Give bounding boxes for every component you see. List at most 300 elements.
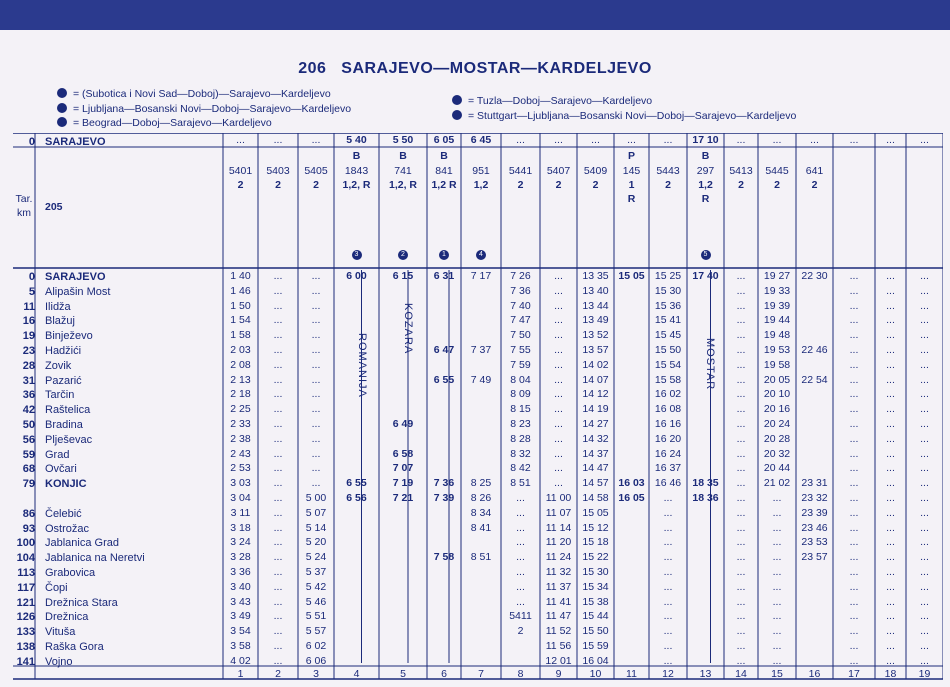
time-cell: ... (886, 521, 895, 534)
time-cell: ... (311, 418, 321, 430)
time-cell: ... (849, 595, 859, 608)
time-cell: 20 05 (763, 373, 791, 386)
time-cell: 7 19 (392, 477, 414, 490)
time-cell: 22 54 (801, 373, 828, 386)
time-cell: ... (920, 462, 929, 475)
top-row-time: ... (810, 134, 819, 146)
train-type-letter: B (399, 150, 407, 162)
time-cell: ... (886, 654, 895, 667)
top-row-time: ... (849, 134, 859, 146)
station-km: 121 (16, 596, 35, 609)
time-cell: ... (849, 344, 859, 356)
time-cell: ... (886, 462, 895, 475)
time-cell: 6 06 (305, 654, 327, 667)
train-number: 1843 (344, 165, 369, 177)
time-cell: 19 39 (763, 299, 791, 312)
time-cell: 13 49 (582, 314, 609, 327)
time-cell: ... (554, 388, 563, 401)
column-number: 5 (400, 668, 406, 680)
time-cell: ... (554, 447, 563, 460)
column-number: 15 (771, 668, 783, 680)
time-cell: 6 02 (305, 640, 327, 652)
time-cell: ... (849, 418, 859, 430)
time-cell: 7 07 (392, 462, 414, 475)
time-cell: 20 24 (763, 418, 791, 430)
time-cell: 5 07 (305, 506, 327, 519)
time-cell: ... (554, 299, 563, 312)
train-extra: R (627, 193, 636, 205)
timetable-grid (13, 133, 943, 680)
station-km: 0 (28, 271, 35, 283)
timetable-title (0, 60, 950, 78)
column-number: 3 (313, 668, 319, 680)
time-cell: ... (311, 432, 321, 445)
column-number: 19 (918, 668, 931, 680)
time-cell: 8 51 (470, 551, 492, 564)
time-cell: ... (273, 610, 283, 623)
time-cell: ... (920, 447, 929, 460)
time-cell: ... (663, 625, 673, 638)
train-number: 5401 (228, 165, 253, 177)
time-cell: ... (311, 462, 321, 475)
top-row-time: 5 40 (346, 134, 367, 146)
time-cell: 11 07 (545, 506, 572, 519)
time-cell: ... (849, 447, 859, 460)
station-name: Binježevo (45, 330, 93, 343)
time-cell: 7 37 (470, 344, 492, 356)
time-cell: ... (736, 462, 746, 475)
time-cell: ... (311, 373, 321, 386)
time-cell: ... (736, 447, 746, 460)
station-km: 68 (22, 463, 35, 476)
time-cell: 19 53 (763, 344, 791, 356)
time-cell: 15 59 (582, 640, 609, 652)
station-name: Raška Gora (45, 641, 104, 653)
top-color-band (0, 0, 950, 30)
time-cell: ... (849, 270, 859, 282)
time-cell: 14 47 (582, 462, 609, 475)
time-cell: 19 27 (763, 270, 791, 282)
time-cell: 5411 (509, 610, 532, 623)
time-cell: 7 21 (392, 492, 414, 504)
top-km: 0 (28, 136, 35, 148)
time-cell: ... (311, 299, 321, 312)
time-cell: ... (886, 299, 895, 312)
time-cell: ... (736, 358, 746, 371)
time-cell: ... (736, 625, 746, 638)
station-km: 56 (22, 433, 35, 446)
top-row-time: ... (516, 134, 525, 146)
top-row-time: ... (920, 134, 929, 146)
time-cell: 15 38 (582, 595, 609, 608)
time-cell: 16 05 (618, 492, 645, 504)
time-cell: 6 55 (433, 373, 455, 386)
time-cell: ... (273, 551, 283, 564)
train-class: 2 (774, 179, 780, 191)
station-name: Drežnica Stara (45, 596, 118, 609)
time-cell: ... (886, 270, 895, 282)
train-number: 741 (394, 165, 412, 177)
time-cell: 3 11 (230, 506, 251, 519)
table-ref: 205 (45, 201, 63, 213)
time-cell: ... (311, 388, 321, 401)
station-name: Grabovica (45, 567, 96, 579)
time-cell: ... (920, 536, 929, 549)
time-cell: 16 37 (654, 462, 682, 475)
station-name: Čopi (45, 581, 68, 594)
column-number: 10 (589, 668, 602, 680)
time-cell: 23 46 (801, 521, 828, 534)
time-cell: ... (849, 358, 859, 371)
train-number: 5413 (729, 165, 753, 177)
station-km: 126 (16, 611, 35, 624)
train-extra: R (701, 193, 710, 205)
time-cell: ... (311, 358, 321, 371)
time-cell: ... (920, 418, 929, 430)
time-cell: 2 03 (230, 344, 251, 356)
time-cell: ... (273, 640, 283, 652)
time-cell: ... (663, 536, 673, 549)
time-cell: ... (886, 388, 895, 401)
station-name: Raštelica (45, 404, 91, 417)
time-cell: 6 31 (433, 270, 455, 282)
time-cell: ... (311, 329, 321, 342)
time-cell: ... (554, 314, 563, 327)
time-cell: ... (736, 373, 746, 386)
station-km: 133 (16, 626, 35, 639)
time-cell: 18 36 (692, 492, 719, 504)
time-cell: ... (849, 551, 859, 564)
time-cell: ... (772, 610, 782, 623)
time-cell: ... (736, 403, 746, 416)
time-cell: ... (920, 551, 929, 564)
station-km: 31 (22, 374, 35, 387)
time-cell: 23 32 (801, 492, 828, 504)
time-cell: 15 12 (582, 521, 609, 534)
time-cell: ... (772, 654, 782, 667)
time-cell: 6 58 (392, 447, 414, 460)
top-row-time: ... (554, 134, 563, 146)
time-cell: 5 57 (305, 625, 327, 638)
time-cell: 5 20 (305, 536, 327, 549)
column-number: 2 (275, 668, 281, 680)
top-row-time: ... (886, 134, 895, 146)
time-cell: ... (736, 536, 746, 549)
time-cell: 7 26 (510, 270, 531, 282)
time-cell: ... (736, 610, 746, 623)
time-cell: 16 02 (654, 388, 682, 401)
time-cell: ... (736, 344, 746, 356)
time-cell: ... (736, 551, 746, 564)
time-cell: ... (516, 492, 525, 504)
time-cell: 7 59 (510, 358, 531, 371)
time-cell: ... (886, 329, 895, 342)
station-km: 113 (17, 567, 35, 579)
station-km: 117 (17, 581, 35, 594)
time-cell: 19 48 (763, 329, 791, 342)
time-cell: ... (554, 418, 563, 430)
time-cell: 23 31 (801, 477, 828, 490)
time-cell: 5 24 (305, 551, 327, 564)
top-row-time: ... (736, 134, 746, 146)
column-number: 14 (735, 668, 747, 680)
time-cell: ... (920, 329, 929, 342)
column-number: 12 (662, 668, 674, 680)
time-cell: 13 57 (582, 344, 609, 356)
station-km: 42 (22, 404, 35, 417)
time-cell: ... (886, 432, 895, 445)
time-cell: 15 18 (582, 536, 609, 549)
time-cell: ... (311, 477, 321, 490)
time-cell: 13 44 (582, 299, 609, 312)
time-cell: ... (554, 432, 563, 445)
time-cell: ... (736, 418, 746, 430)
time-cell: 3 24 (230, 536, 251, 549)
time-cell: ... (554, 344, 563, 356)
station-km: 50 (22, 419, 35, 431)
time-cell: ... (849, 329, 859, 342)
column-number: 8 (517, 668, 524, 680)
time-cell: ... (663, 566, 673, 578)
time-cell: ... (849, 388, 859, 401)
time-cell: 2 18 (230, 388, 251, 401)
time-cell: ... (920, 566, 929, 578)
time-cell: 8 23 (510, 418, 531, 430)
train-type-letter: B (440, 150, 448, 162)
time-cell: ... (736, 492, 746, 504)
time-cell: 15 05 (618, 270, 645, 282)
column-number: 1 (237, 668, 244, 680)
station-km: 93 (22, 522, 35, 535)
time-cell: ... (736, 299, 746, 312)
time-cell: ... (516, 595, 525, 608)
station-km: 23 (22, 345, 35, 357)
time-cell: 8 32 (510, 447, 531, 460)
time-cell: ... (920, 284, 929, 297)
column-number: 4 (353, 668, 360, 680)
time-cell: 14 27 (582, 418, 609, 430)
train-number: 5403 (266, 165, 290, 177)
legend-item-4: = Tuzla—Doboj—Sarajevo—Kardeljevo (452, 95, 652, 107)
time-cell: ... (663, 580, 673, 593)
time-cell: 20 10 (763, 388, 791, 401)
time-cell: 15 50 (582, 625, 609, 638)
time-cell: 11 20 (545, 536, 572, 549)
time-cell: 2 33 (230, 418, 251, 430)
time-cell: ... (516, 536, 525, 549)
time-cell: 6 47 (433, 344, 455, 356)
time-cell: ... (920, 299, 929, 312)
time-cell: 22 30 (801, 270, 828, 282)
time-cell: ... (554, 462, 563, 475)
time-cell: 7 17 (470, 270, 492, 282)
top-row-time: ... (311, 134, 321, 146)
train-class: 1 (628, 179, 635, 191)
time-cell: ... (273, 462, 283, 475)
time-cell: 15 22 (582, 551, 609, 564)
time-cell: ... (273, 403, 283, 416)
time-cell: 7 49 (470, 373, 492, 386)
station-name: Tarčin (45, 389, 75, 402)
time-cell: 6 55 (346, 477, 367, 490)
station-name: Jablanica Grad (45, 537, 119, 550)
time-cell: 8 15 (510, 403, 531, 416)
time-cell: ... (516, 580, 525, 593)
route-note-marker: 3 (352, 250, 362, 260)
route-note-marker: 4 (476, 250, 486, 260)
time-cell: ... (886, 566, 895, 578)
time-cell: ... (736, 654, 746, 667)
time-cell: ... (920, 270, 929, 282)
station-name: Ilidža (45, 300, 71, 313)
time-cell: ... (736, 595, 746, 608)
time-cell: ... (886, 580, 895, 593)
time-cell: 20 16 (763, 403, 791, 416)
time-cell: ... (920, 506, 929, 519)
station-name: Hadžići (45, 345, 82, 357)
column-number: 6 (441, 668, 447, 680)
time-cell: 2 (517, 625, 524, 638)
time-cell: 3 40 (230, 580, 251, 593)
time-cell: ... (311, 284, 321, 297)
time-cell: 7 50 (510, 329, 531, 342)
time-cell: 14 57 (582, 477, 609, 490)
time-cell: ... (273, 521, 283, 534)
route-note-marker: 1 (439, 250, 449, 260)
time-cell: ... (736, 388, 746, 401)
time-cell: ... (920, 654, 929, 667)
tar-label: Tar. (15, 193, 33, 205)
station-km: 138 (16, 641, 35, 653)
time-cell: 1 50 (230, 299, 251, 312)
time-cell: ... (920, 625, 929, 638)
time-cell: 6 49 (392, 418, 414, 430)
column-number: 9 (555, 668, 562, 680)
top-row-time: ... (627, 134, 636, 146)
time-cell: ... (273, 373, 283, 386)
time-cell: 11 37 (545, 580, 572, 593)
time-cell: ... (920, 521, 929, 534)
station-name: Pazarić (45, 374, 82, 387)
time-cell: ... (273, 432, 283, 445)
time-cell: ... (849, 506, 859, 519)
time-cell: 3 04 (230, 492, 251, 504)
time-cell: ... (920, 358, 929, 371)
time-cell: 1 40 (230, 270, 251, 282)
time-cell: 2 13 (230, 373, 251, 386)
time-cell: ... (920, 403, 929, 416)
route-marker-icon (57, 117, 67, 127)
station-name: Plješevac (45, 433, 93, 446)
time-cell: 22 46 (801, 344, 828, 356)
time-cell: 14 32 (582, 432, 609, 445)
train-number: 145 (622, 165, 641, 177)
time-cell: ... (886, 447, 895, 460)
column-number: 18 (884, 668, 897, 680)
station-name: KONJIC (45, 478, 87, 491)
time-cell: 5 51 (305, 610, 327, 623)
time-cell: 13 52 (582, 329, 609, 342)
train-class: 1,2, R (388, 179, 417, 191)
station-name: Alipašin Most (45, 285, 111, 298)
time-cell: ... (849, 566, 859, 578)
time-cell: ... (516, 566, 525, 578)
time-cell: 3 43 (230, 595, 251, 608)
time-cell: 2 08 (230, 358, 251, 371)
time-cell: ... (736, 270, 746, 282)
time-cell: 8 28 (510, 432, 531, 445)
time-cell: 15 50 (654, 344, 682, 356)
train-number: 5405 (304, 165, 328, 177)
top-row-time: ... (772, 134, 782, 146)
train-class: 1,2 (698, 179, 713, 191)
time-cell: ... (554, 270, 563, 282)
train-class: 2 (313, 179, 319, 191)
time-cell: ... (273, 388, 283, 401)
time-cell: 23 57 (801, 551, 828, 564)
top-row-time: 5 50 (392, 134, 414, 146)
time-cell: ... (772, 625, 782, 638)
time-cell: ... (273, 329, 283, 342)
time-cell: 8 26 (470, 492, 492, 504)
time-cell: 2 25 (230, 403, 251, 416)
station-name: SARAJEVO (45, 271, 106, 283)
station-name: Bradina (45, 419, 83, 431)
time-cell: ... (311, 344, 321, 356)
time-cell: 16 16 (654, 418, 682, 430)
time-cell: ... (273, 506, 283, 519)
time-cell: ... (273, 344, 283, 356)
time-cell: ... (920, 640, 929, 652)
time-cell: 15 30 (654, 284, 682, 297)
time-cell: ... (273, 654, 283, 667)
time-cell: 15 30 (582, 566, 609, 578)
time-cell: 3 54 (230, 625, 251, 638)
train-class: 2 (237, 179, 244, 191)
time-cell: ... (886, 358, 895, 371)
train-class: 2 (811, 179, 818, 191)
time-cell: ... (886, 373, 895, 386)
time-cell: ... (772, 566, 782, 578)
time-cell: 6 15 (392, 270, 414, 282)
time-cell: ... (273, 625, 283, 638)
time-cell: ... (849, 284, 859, 297)
time-cell: ... (920, 477, 929, 490)
time-cell: ... (273, 270, 283, 282)
time-cell: 5 00 (305, 492, 327, 504)
train-name-mostar: MOSTAR (704, 338, 716, 391)
time-cell: 19 58 (763, 358, 791, 371)
time-cell: 16 08 (654, 403, 682, 416)
route-note-marker: 5 (701, 250, 711, 260)
time-cell: ... (849, 299, 859, 312)
time-cell: 16 46 (654, 477, 682, 490)
station-km: 19 (22, 330, 35, 343)
top-row-time: 6 05 (433, 134, 455, 146)
time-cell: ... (273, 492, 283, 504)
time-cell: 20 32 (763, 447, 791, 460)
time-cell: 15 44 (582, 610, 609, 623)
time-cell: ... (663, 640, 673, 652)
time-cell: 23 53 (801, 536, 828, 549)
time-cell: 15 36 (654, 299, 682, 312)
time-cell: 11 52 (545, 625, 572, 638)
time-cell: 8 51 (510, 477, 531, 490)
route-note-marker: 2 (398, 250, 408, 260)
train-class: 2 (517, 179, 524, 191)
time-cell: ... (273, 418, 283, 430)
station-name: Vituša (45, 626, 76, 639)
